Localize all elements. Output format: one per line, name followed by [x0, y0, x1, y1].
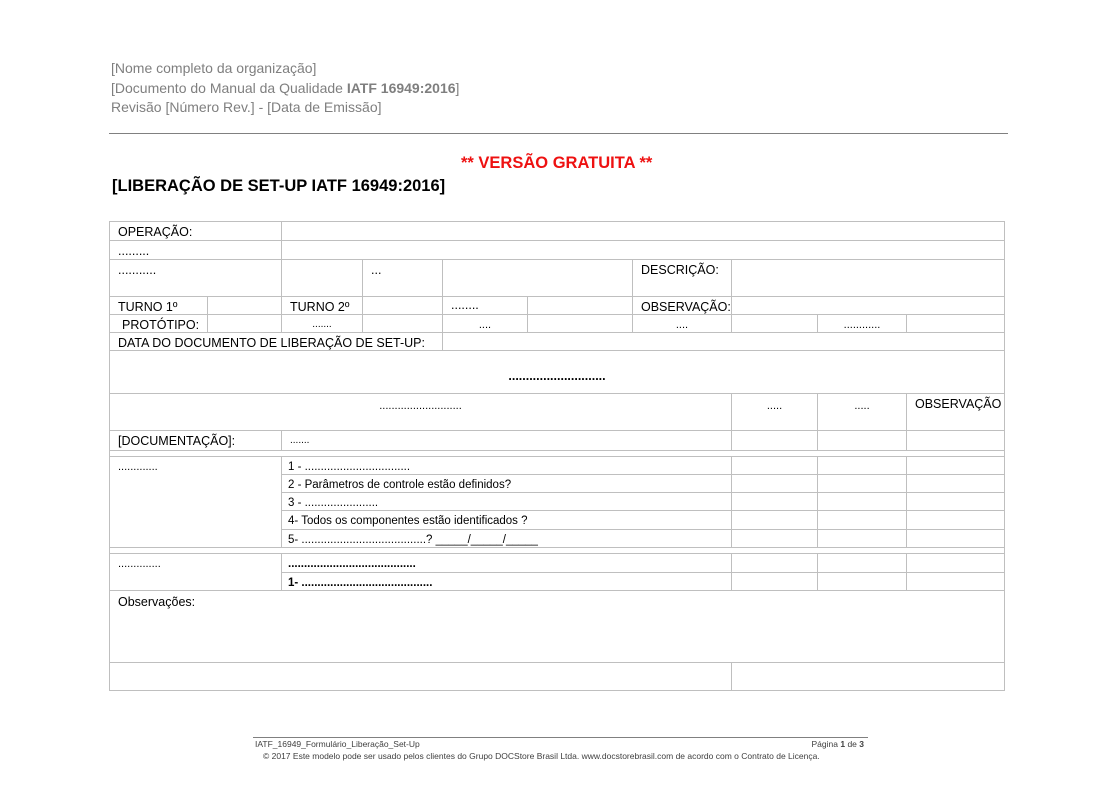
manual-suffix: ] [455, 80, 460, 96]
observacao-label: OBSERVAÇÃO: [632, 296, 732, 315]
manual-prefix: [Documento do Manual da Qualidade [111, 80, 347, 96]
page-mid: de [845, 739, 860, 749]
row3-label: ........... [109, 259, 282, 297]
free-version-text: ** VERSÃO GRATUITA ** [461, 154, 653, 172]
group2-item-2-col3[interactable] [817, 572, 907, 591]
group1-item-3-col3[interactable] [817, 492, 907, 511]
footer-doc-name: IATF_16949_Formulário_Liberação_Set-Up [255, 739, 420, 749]
group1-item-2: 2 - Parâmetros de controle estão definidos? [281, 474, 732, 493]
documentacao-value[interactable]: ....... [281, 430, 732, 451]
turno2-field[interactable] [362, 296, 443, 315]
group1-item-4-col2[interactable] [731, 510, 818, 530]
group2-item-2-col2[interactable] [731, 572, 818, 591]
group1-item-1-obs[interactable] [906, 456, 1005, 475]
group1-item-4-col3[interactable] [817, 510, 907, 530]
form-title: [LIBERAÇÃO DE SET-UP IATF 16949:2016] [112, 177, 446, 195]
group1-item-3: 3 - ....................... [281, 492, 732, 511]
group2-item-1-obs[interactable] [906, 553, 1005, 573]
group1-item-2-col2[interactable] [731, 474, 818, 493]
proto-field-2[interactable] [527, 314, 633, 333]
documentacao-obs[interactable] [906, 430, 1005, 451]
group2-item-1: ........................................ [281, 553, 732, 573]
page-current: 1 [840, 739, 846, 749]
page-prefix: Página [811, 739, 841, 749]
proto-dots-2: .... [442, 314, 528, 333]
column-header-main: ........................... [109, 393, 732, 431]
revision-line: Revisão [Número Rev.] - [Data de Emissão] [111, 99, 382, 115]
row2-label: ......... [109, 240, 282, 260]
group1-item-2-col3[interactable] [817, 474, 907, 493]
row3-mid-label: ... [362, 259, 443, 297]
section-heading: ............................ [109, 350, 1005, 394]
row3-field-a[interactable] [281, 259, 363, 297]
turno1-label: TURNO 1º [109, 296, 208, 315]
operacao-label: OPERAÇÃO: [109, 221, 282, 241]
proto-field-4[interactable] [906, 314, 1005, 333]
group1-item-5: 5- .......................................? _____/_____/_____ [281, 529, 732, 548]
footer-copyright: © 2017 Este modelo pode ser usado pelos clientes do Grupo DOCStore Brasil Ltda. www.docstorebrasil.com de acordo com o Contrato de Licença. [263, 751, 820, 761]
group2-item-1-col2[interactable] [731, 553, 818, 573]
footer-divider [253, 737, 868, 738]
operacao-field[interactable] [281, 221, 1005, 241]
group1-label: ............. [109, 456, 282, 548]
prototipo-label: PROTÓTIPO: [109, 314, 208, 333]
group1-item-5-col2[interactable] [731, 529, 818, 548]
proto-field-3[interactable] [731, 314, 818, 333]
documentacao-col2[interactable] [731, 430, 818, 451]
turno2-label: TURNO 2º [281, 296, 363, 315]
group1-item-3-obs[interactable] [906, 492, 1005, 511]
column-header-2: ..... [731, 393, 818, 431]
proto-field-1[interactable] [362, 314, 443, 333]
prototipo-field[interactable] [207, 314, 282, 333]
manual-title [111, 78, 459, 98]
proto-dots-3: .... [632, 314, 732, 333]
group2-label: .............. [109, 553, 282, 591]
bottom-field-right[interactable] [731, 662, 1005, 691]
group1-item-1-col2[interactable] [731, 456, 818, 475]
documentacao-col3[interactable] [817, 430, 907, 451]
proto-dots-1: ....... [281, 314, 363, 333]
group1-item-5-col3[interactable] [817, 529, 907, 548]
bottom-field-left[interactable] [109, 662, 732, 691]
group1-item-1: 1 - ................................. [281, 456, 732, 475]
turno-dots-field[interactable] [527, 296, 633, 315]
manual-standard: IATF 16949:2016 [346, 80, 456, 96]
group1-item-5-obs[interactable] [906, 529, 1005, 548]
turno-dots-label: ........ [442, 296, 528, 315]
data-documento-label: DATA DO DOCUMENTO DE LIBERAÇÃO DE SET-UP: [109, 332, 443, 351]
row3-field-b[interactable] [442, 259, 633, 297]
observacoes-label: Observações: [118, 595, 196, 609]
column-header-3: ..... [817, 393, 907, 431]
header-divider [109, 133, 1008, 134]
proto-dots-4: ............ [817, 314, 907, 333]
column-header-observacao: OBSERVAÇÃO [906, 393, 1005, 431]
group1-item-4-obs[interactable] [906, 510, 1005, 530]
observacao-field[interactable] [731, 296, 1005, 315]
turno1-field[interactable] [207, 296, 282, 315]
group1-item-1-col3[interactable] [817, 456, 907, 475]
footer-page-number [812, 739, 865, 749]
group2-item-1-col3[interactable] [817, 553, 907, 573]
data-documento-field[interactable] [442, 332, 1005, 351]
documentacao-label: [DOCUMENTAÇÃO]: [109, 430, 282, 451]
org-name: [Nome completo da organização] [111, 60, 317, 76]
group2-item-2: 1- ......................................... [281, 572, 732, 591]
descricao-label: DESCRIÇÃO: [632, 259, 732, 297]
observacoes-field[interactable] [109, 590, 1005, 663]
group1-item-4: 4- Todos os componentes estão identificados ? [281, 510, 732, 530]
group1-item-3-col2[interactable] [731, 492, 818, 511]
group1-item-2-obs[interactable] [906, 474, 1005, 493]
row2-field[interactable] [281, 240, 1005, 260]
descricao-field[interactable] [731, 259, 1005, 297]
group2-item-2-obs[interactable] [906, 572, 1005, 591]
page-total: 3 [859, 739, 864, 749]
